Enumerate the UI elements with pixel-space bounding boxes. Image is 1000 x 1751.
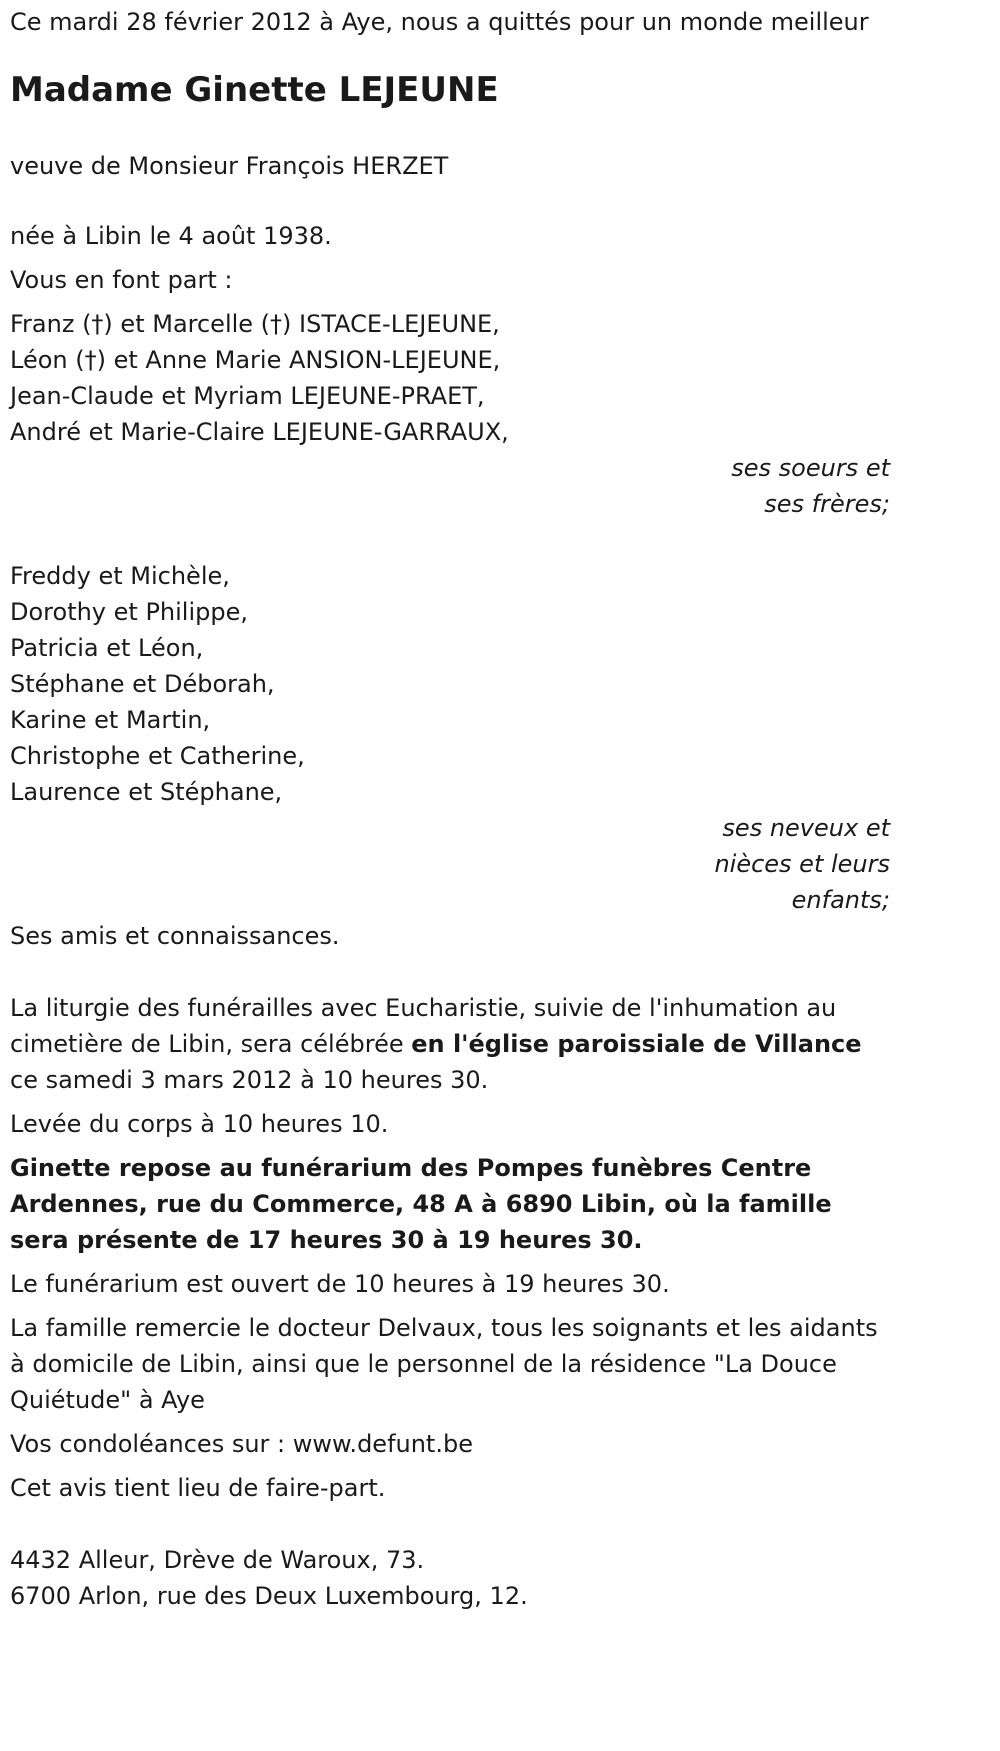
address-entry: 6700 Arlon, rue des Deux Luxembourg, 12. [10,1582,528,1610]
nephew-entry: Stéphane et Déborah, [10,670,275,698]
thanks-paragraph: La famille remercie le docteur Delvaux, tous les soignants et les aidants à domicile de Libin, ainsi que le personnel de la résidence "La Douce Quiétude" à Aye [10,1314,878,1414]
sibling-entry: Jean-Claude et Myriam LEJEUNE-PRAET, [10,382,485,410]
notice-line: Cet avis tient lieu de faire-part. [10,1474,386,1502]
deceased-name: Madame Ginette LEJEUNE [10,70,499,110]
levee-line: Levée du corps à 10 heures 10. [10,1110,389,1138]
liturgy-paragraph [10,990,890,1098]
birth-line: née à Libin le 4 août 1938. [10,222,332,250]
liturgy-text-end: ce samedi 3 mars 2012 à 10 heures 30. [10,1066,489,1094]
announce-line: Vous en font part : [10,266,233,294]
nephew-entry: Dorothy et Philippe, [10,598,248,626]
sibling-entry: Léon (†) et Anne Marie ANSION-LEJEUNE, [10,346,501,374]
intro-line: Ce mardi 28 février 2012 à Aye, nous a quittés pour un monde meilleur [10,8,869,36]
addresses-list [10,1542,890,1614]
sibling-entry: André et Marie-Claire LEJEUNE-GARRAUX, [10,418,509,446]
funerarium-paragraph: Ginette repose au funérarium des Pompes funèbres Centre Ardennes, rue du Commerce, 48 A à 6890 Libin, où la famille sera présente de 17 heures 30 à 19 heures 30. [10,1154,832,1254]
nephew-entry: Laurence et Stéphane, [10,778,283,806]
liturgy-church: en l'église paroissiale de Villance [411,1030,862,1058]
nephew-entry: Freddy et Michèle, [10,562,230,590]
friends-line: Ses amis et connaissances. [10,922,340,950]
nephew-entry: Patricia et Léon, [10,634,204,662]
condolences-line: Vos condoléances sur : www.defunt.be [10,1430,473,1458]
nephews-relation: ses neveux et nièces et leurs enfants; [714,814,890,914]
sibling-entry: Franz (†) et Marcelle (†) ISTACE-LEJEUNE, [10,310,500,338]
obituary-text [10,0,890,1614]
hours-line: Le funérarium est ouvert de 10 heures à 19 heures 30. [10,1270,670,1298]
address-entry: 4432 Alleur, Drève de Waroux, 73. [10,1546,425,1574]
nephews-list [10,558,890,810]
nephew-entry: Christophe et Catherine, [10,742,305,770]
siblings-list [10,306,890,450]
siblings-relation: ses soeurs et ses frères; [731,454,890,518]
widow-line: veuve de Monsieur François HERZET [10,152,449,180]
nephew-entry: Karine et Martin, [10,706,211,734]
liturgy-text-start: La liturgie des funérailles avec Eucharistie, suivie de l'inhumation au cimetière de Libin, sera célébrée [10,994,837,1058]
